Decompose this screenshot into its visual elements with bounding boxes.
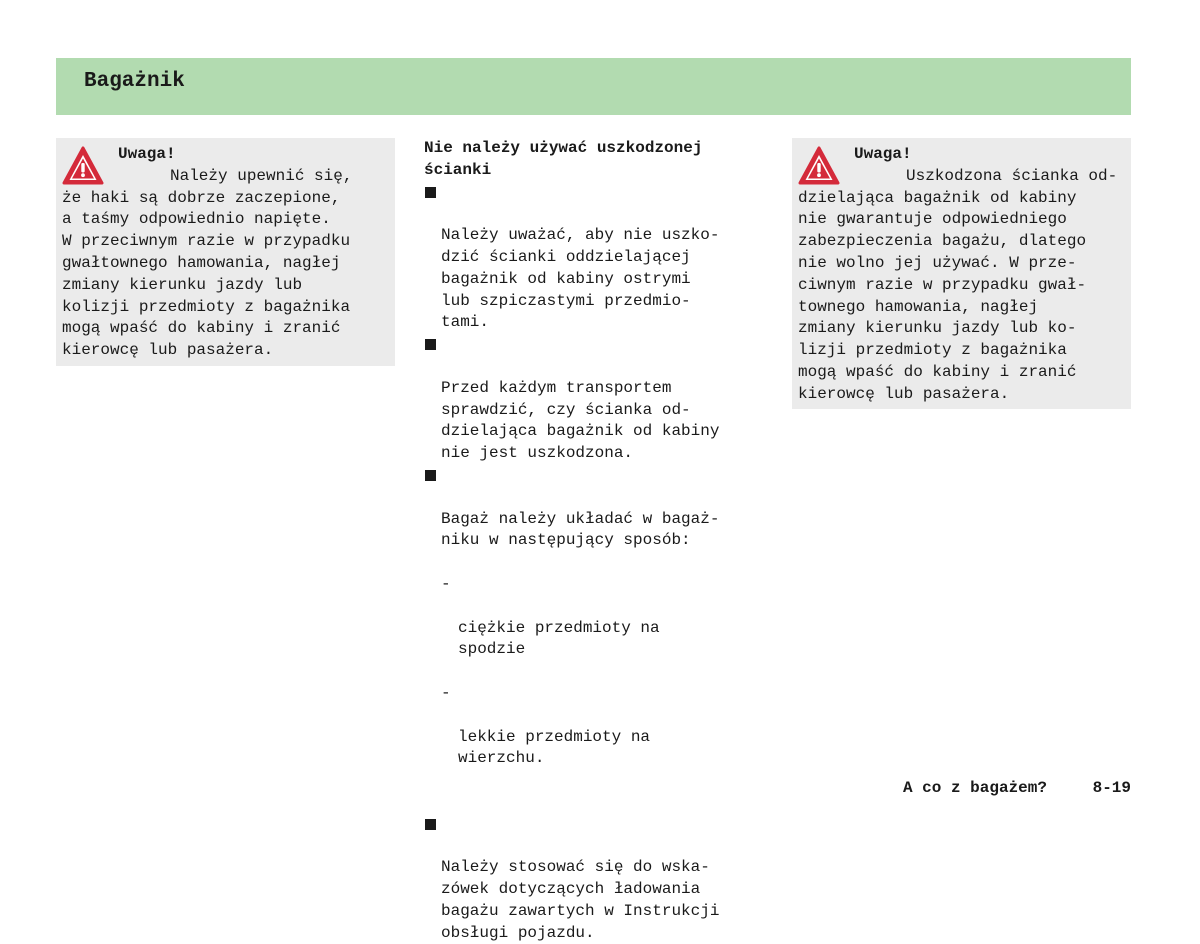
section-header-band xyxy=(56,58,1131,115)
warning-box-right xyxy=(792,138,1131,409)
square-bullet-icon xyxy=(425,187,436,198)
list-item xyxy=(424,814,769,944)
warning-box-left xyxy=(56,138,395,366)
warning-text: Uszkodzona ścianka od- dzielająca bagażnik od kabiny nie gwarantuje odpowiedniego zabezpieczenia bagażu, dlatego nie wolno jej używać. W prze- ciwnym razie w przypadku gwał- townego hamowania, nagłej zmiany kierunku jazdy lub ko- lizji przedmioty z bagażnika mogą wpaść do kabiny i zranić kierowcę lub pasażera. xyxy=(798,166,1118,403)
list-item-text: Należy stosować się do wska- zówek dotyczących ładowania bagażu zawartych w Instrukcji obsługi pojazdu. xyxy=(441,858,720,942)
warning-title: Uwaga! xyxy=(854,145,912,163)
dash-bullet: - xyxy=(441,574,451,593)
sub-list-item xyxy=(441,683,769,770)
section-title: Bagażnik xyxy=(84,70,185,93)
list-item xyxy=(424,182,769,335)
instructions-column xyxy=(424,138,769,944)
dash-bullet: - xyxy=(441,683,451,702)
sub-list-item xyxy=(441,574,769,661)
sub-list-item-text: ciężkie przedmioty na spodzie xyxy=(458,618,660,659)
list-item xyxy=(424,465,769,814)
sub-list-item-text: lekkie przedmioty na wierzchu. xyxy=(458,727,651,768)
square-bullet-icon xyxy=(425,470,436,481)
warning-title: Uwaga! xyxy=(118,145,176,163)
sub-list xyxy=(441,552,769,792)
list-item-text: Przed każdym transportem sprawdzić, czy ścianka od- dzielająca bagażnik od kabiny nie jest uszkodzona. xyxy=(441,378,720,463)
warning-triangle-icon xyxy=(798,146,840,186)
list-item-text: Należy uważać, aby nie uszko- dzić ścianki oddzielającej bagażnik od kabiny ostrymi lub szpiczastymi przedmio- tami. xyxy=(441,226,720,332)
list-item-text: Bagaż należy układać w bagaż- niku w następujący sposób: xyxy=(441,509,720,550)
instructions-list xyxy=(424,182,769,944)
warning-text: Należy upewnić się, że haki są dobrze zaczepione, a taśmy odpowiednio napięte. W przeciwnym razie w przypadku gwałtownego hamowania, nagłej zmiany kierunku jazdy lub kolizji przedmioty z bagażnika mogą wpaść do kabiny i zranić kierowcę lub pasażera. xyxy=(62,166,353,360)
footer-section-title: A co z bagażem? xyxy=(902,779,1047,797)
list-item xyxy=(424,334,769,465)
page-number: 8-19 xyxy=(1092,779,1131,797)
square-bullet-icon xyxy=(425,819,436,830)
page-footer xyxy=(903,778,1131,798)
square-bullet-icon xyxy=(425,339,436,350)
warning-triangle-icon xyxy=(62,146,104,186)
instructions-heading: Nie należy używać uszkodzonej ścianki xyxy=(424,139,703,179)
